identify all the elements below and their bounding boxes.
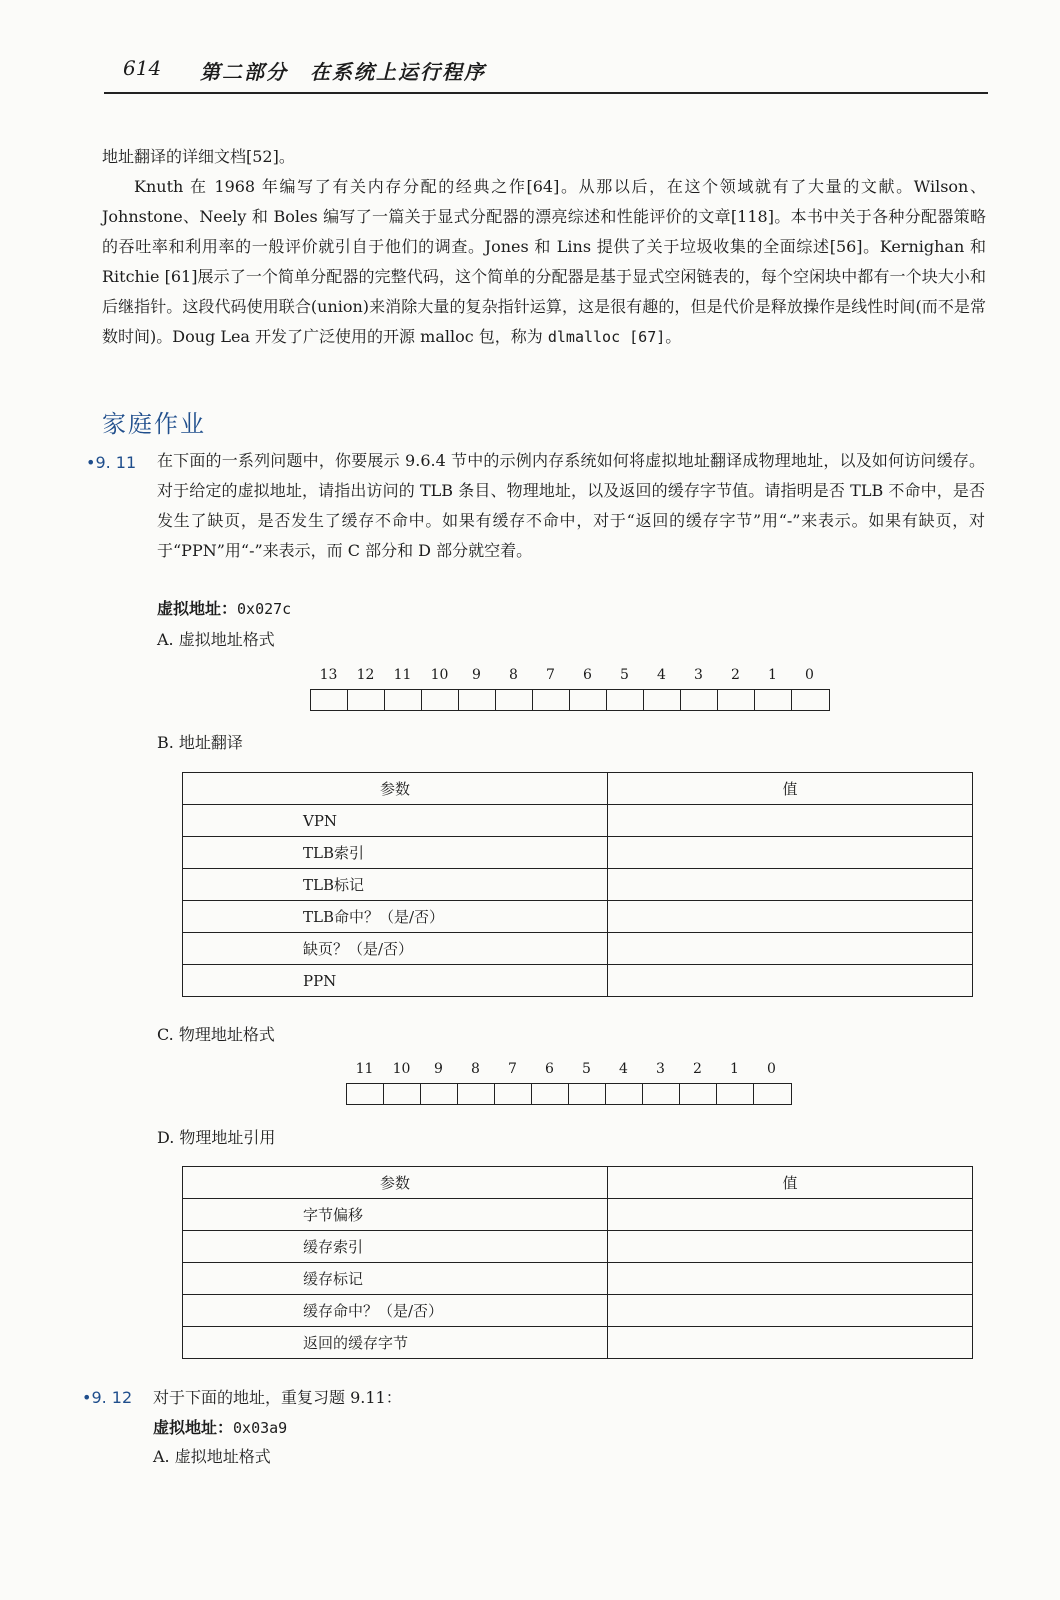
table-row [183, 869, 973, 901]
bit-label: 4 [657, 667, 666, 683]
bit-label: 6 [545, 1061, 554, 1077]
virtual-address-label-912: 虚拟地址： [153, 1418, 234, 1437]
bit-cell [347, 1084, 384, 1104]
physical-address-reference-table [182, 1166, 973, 1359]
bit-label: 7 [546, 667, 555, 683]
section-title: 家庭作业 [102, 410, 206, 438]
bit-label: 0 [805, 667, 814, 683]
table-header-row [183, 773, 973, 805]
problem-number-911: •9. 11 [86, 453, 137, 472]
table-row [183, 933, 973, 965]
intro-paragraph-end: 。 [665, 327, 682, 346]
bit-cell [606, 1084, 643, 1104]
bit-label: 11 [355, 1061, 374, 1077]
part-c-label: C. 物理地址格式 [157, 1025, 275, 1044]
bit-label: 4 [619, 1061, 628, 1077]
value-cell [608, 1199, 973, 1231]
bit-cell [458, 1084, 495, 1104]
part-a-label-912: A. 虚拟地址格式 [153, 1447, 271, 1466]
bit-cell [384, 1084, 421, 1104]
virtual-address-value-912: 0x03a9 [233, 1419, 288, 1437]
bit-cell [311, 690, 348, 710]
va-bit-diagram [310, 664, 830, 711]
bit-label: 9 [434, 1061, 443, 1077]
bit-label: 8 [471, 1061, 480, 1077]
param-cell: TLB标记 [183, 869, 608, 901]
value-cell [608, 805, 973, 837]
bit-cell [495, 1084, 532, 1104]
bit-cell [607, 690, 644, 710]
param-cell: 缓存索引 [183, 1231, 608, 1263]
intro-line: 地址翻译的详细文档[52]。 [102, 147, 295, 166]
value-cell [608, 837, 973, 869]
bit-cell [533, 690, 570, 710]
table-row [183, 1199, 973, 1231]
bit-cell [532, 1084, 569, 1104]
bit-label: 5 [582, 1061, 591, 1077]
bit-cell [385, 690, 422, 710]
bit-cell [348, 690, 385, 710]
param-cell: TLB命中？（是/否） [183, 901, 608, 933]
bit-label: 10 [392, 1061, 411, 1077]
table-row [183, 965, 973, 997]
bit-label: 3 [656, 1061, 665, 1077]
param-cell: 字节偏移 [183, 1199, 608, 1231]
param-cell: TLB索引 [183, 837, 608, 869]
va-bit-labels [310, 664, 830, 683]
bit-cell [644, 690, 681, 710]
bit-label: 13 [319, 667, 338, 683]
bit-cell [718, 690, 755, 710]
header-value: 值 [608, 773, 973, 805]
bit-label: 7 [508, 1061, 517, 1077]
virtual-address-value: 0x027c [237, 600, 292, 618]
table-row [183, 805, 973, 837]
bit-label: 6 [583, 667, 592, 683]
virtual-address-line-912 [153, 1415, 287, 1438]
header-param: 参数 [183, 1167, 608, 1199]
value-cell [608, 1263, 973, 1295]
bit-cell [496, 690, 533, 710]
part-a-label: A. 虚拟地址格式 [157, 630, 275, 649]
bit-cell [681, 690, 718, 710]
param-cell: PPN [183, 965, 608, 997]
bit-cell [570, 690, 607, 710]
bit-label: 8 [509, 667, 518, 683]
part-d-label: D. 物理地址引用 [157, 1128, 276, 1147]
problem-911-text: 在下面的一系列问题中，你要展示 9.6.4 节中的示例内存系统如何将虚拟地址翻译成物理地址，以及如何访问缓存。对于给定的虚拟地址，请指出访问的 TLB 条目、物理地址，以及返回的缓存字节值。请指明是否 TLB 不命中，是否发生了缺页，是否发生了缓存不命中。如果有缓存不命中，对于“返回的缓存字节”用“-”来表示。如果有缺页，对于“PPN”用“-”来表示，而 C 部分和 D 部分就空着。 [157, 451, 985, 560]
bit-cell [422, 690, 459, 710]
pa-bit-labels [346, 1058, 792, 1077]
address-translation-table [182, 772, 973, 997]
param-cell: 返回的缓存字节 [183, 1327, 608, 1359]
bit-cell [421, 1084, 458, 1104]
bit-label: 1 [768, 667, 777, 683]
bit-cell [643, 1084, 680, 1104]
param-cell: VPN [183, 805, 608, 837]
bit-label: 12 [356, 667, 375, 683]
problem-912-text: 对于下面的地址，重复习题 9.11： [153, 1388, 402, 1407]
bit-cell [569, 1084, 606, 1104]
bit-label: 9 [472, 667, 481, 683]
part-b-label: B. 地址翻译 [157, 733, 243, 752]
header-value: 值 [608, 1167, 973, 1199]
bit-label: 10 [430, 667, 449, 683]
bit-label: 3 [694, 667, 703, 683]
table-row [183, 901, 973, 933]
dlmalloc-code: dlmalloc [67] [547, 328, 666, 346]
intro-paragraph-text: Knuth 在 1968 年编写了有关内存分配的经典之作[64]。从那以后，在这个领域就有了大量的文献。Wilson、Johnstone、Neely 和 Boles 编写了一篇关于显式分配器的漂亮综述和性能评价的文章[118]。本书中关于各种分配器策略的吞吐率和利用率的一般评价就引自于他们的调查。Jones 和 Lins 提供了关于垃圾收集的全面综述[56]。Kernighan 和 Ritchie [61]展示了一个简单分配器的完整代码，这个简单的分配器是基于显式空闲链表的，每个空闲块中都有一个块大小和后继指针。这段代码使用联合(union)来消除大量的复杂指针运算，这是很有趣的，但是代价是释放操作是线性时间(而不是常数时间)。Doug Lea 开发了广泛使用的开源 malloc 包，称为 [102, 177, 986, 346]
bit-label: 11 [393, 667, 412, 683]
bit-cell [754, 1084, 791, 1104]
value-cell [608, 1295, 973, 1327]
intro-paragraph [102, 172, 986, 352]
pa-bit-cells [346, 1083, 792, 1105]
virtual-address-line [157, 596, 291, 619]
param-cell: 缓存命中？（是/否） [183, 1295, 608, 1327]
value-cell [608, 1231, 973, 1263]
intro-text [102, 142, 986, 352]
bit-label: 0 [767, 1061, 776, 1077]
value-cell [608, 933, 973, 965]
value-cell [608, 965, 973, 997]
page-header [104, 56, 988, 94]
bit-label: 1 [730, 1061, 739, 1077]
bit-label: 2 [731, 667, 740, 683]
value-cell [608, 901, 973, 933]
table-row [183, 1327, 973, 1359]
table-header-row [183, 1167, 973, 1199]
value-cell [608, 1327, 973, 1359]
table-row [183, 1231, 973, 1263]
bit-label: 5 [620, 667, 629, 683]
chapter-title: 第二部分 在系统上运行程序 [200, 60, 486, 84]
page-number: 614 [123, 56, 162, 80]
bit-cell [680, 1084, 717, 1104]
header-param: 参数 [183, 773, 608, 805]
value-cell [608, 869, 973, 901]
bit-cell [459, 690, 496, 710]
bit-label: 2 [693, 1061, 702, 1077]
bit-cell [755, 690, 792, 710]
virtual-address-label: 虚拟地址： [157, 599, 238, 618]
table-row [183, 1263, 973, 1295]
param-cell: 缺页？（是/否） [183, 933, 608, 965]
table-row [183, 1295, 973, 1327]
va-bit-cells [310, 689, 830, 711]
pa-bit-diagram [346, 1058, 792, 1105]
param-cell: 缓存标记 [183, 1263, 608, 1295]
bit-cell [792, 690, 829, 710]
table-row [183, 837, 973, 869]
bit-cell [717, 1084, 754, 1104]
problem-number-912: •9. 12 [82, 1388, 133, 1407]
